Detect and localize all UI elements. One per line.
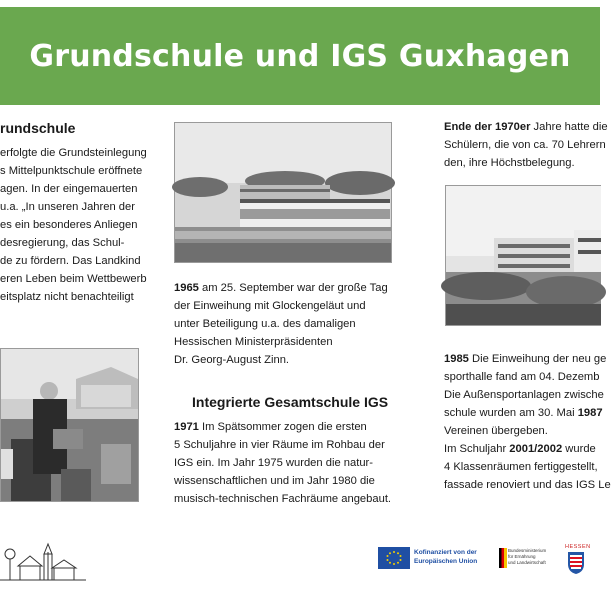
year-1965: 1965 — [174, 282, 199, 294]
left-line: es ein besonderes Anliegen — [0, 219, 138, 231]
caption-line: der Einweihung mit Glockengeläut und — [174, 300, 366, 312]
left-line: erfolgte die Grundsteinlegung — [0, 147, 147, 159]
right-l4: schule wurden am 30. Mai — [444, 407, 578, 419]
left-line: eren Leben beim Wettbewerb — [0, 273, 147, 285]
igs-line: musisch-technischen Fachräume angebaut. — [174, 493, 392, 505]
left-line: de zu fördern. Das Landkind — [0, 255, 141, 267]
bmel-line-1: Bundesministerium — [508, 548, 547, 553]
right-line: Vereinen übergeben. — [444, 425, 548, 437]
left-line: desregierung, das Schul- — [0, 237, 125, 249]
igs-line: IGS ein. Im Jahr 1975 wurden die natur- — [174, 457, 373, 469]
left-line: eitsplatz nicht benachteiligt — [0, 291, 134, 303]
right-line — [444, 440, 611, 458]
year-1971: 1971 — [174, 421, 199, 433]
left-line: s Mittelpunktschule eröffnete — [0, 165, 143, 177]
bmel-label — [508, 548, 546, 566]
left-text — [0, 144, 147, 306]
bmel-line-2: für Ernährung — [508, 554, 536, 559]
village-sketch-logo — [0, 540, 90, 585]
igs-first: Im Spätsommer zogen die ersten — [198, 421, 367, 433]
year-1985: 1985 — [444, 353, 469, 365]
igs-line: wissenschaftlichen und im Jahr 1980 die — [174, 475, 375, 487]
caption-line — [174, 279, 388, 297]
right-line: Die Außensportanlagen zwische — [444, 389, 604, 401]
igs-heading: Integrierte Gesamtschule IGS — [192, 394, 389, 410]
left-line: u.a. „In unseren Jahren der — [0, 201, 135, 213]
right-line — [444, 404, 611, 422]
bmel-line-3: und Landwirtschaft — [508, 560, 546, 565]
right-l6-end: wurde — [562, 443, 596, 455]
hessen-label: HESSEN — [565, 544, 591, 550]
page-title: Grundschule und IGS Guxhagen — [29, 38, 571, 74]
eu-flag-icon — [378, 547, 410, 569]
photo-school-1965 — [174, 122, 392, 263]
right-line: den, ihre Höchstbelegung. — [444, 157, 575, 169]
right-line — [444, 350, 611, 368]
right-line — [444, 118, 608, 136]
right-line: Schülern, die von ca. 70 Lehrern — [444, 139, 606, 151]
left-heading: rundschule — [0, 120, 76, 136]
title-banner — [0, 7, 600, 105]
right-line: 4 Klassenräumen fertiggestellt, — [444, 461, 598, 473]
right-top-text — [444, 118, 608, 172]
photo-igs-building — [445, 185, 601, 326]
left-line: agen. In der eingemauerten — [0, 183, 138, 195]
eu-funding-label — [414, 548, 477, 566]
igs-line: 5 Schuljahre in vier Räume im Rohbau der — [174, 439, 385, 451]
igs-line — [174, 418, 391, 436]
igs-text — [174, 418, 391, 508]
photo-teacher-garden — [0, 348, 139, 502]
eu-line-1: Kofinanziert von der — [414, 549, 477, 556]
caption-line: Hessischen Ministerpräsidenten — [174, 336, 333, 348]
caption-line: Dr. Georg-August Zinn. — [174, 354, 290, 366]
late-1970s: Ende der 1970er — [444, 121, 531, 133]
caption-line: unter Beteiligung u.a. des damaligen — [174, 318, 356, 330]
caption-1965 — [174, 279, 388, 369]
caption-first: am 25. September war der große Tag — [198, 282, 388, 294]
right-l6: Im Schuljahr — [444, 443, 510, 455]
eu-line-2: Europäischen Union — [414, 558, 478, 565]
right-bottom-text — [444, 350, 611, 494]
bmel-eagle-icon — [499, 548, 507, 568]
right-line: fassade renoviert und das IGS Le — [444, 479, 611, 491]
year-1987: 1987 — [577, 407, 603, 419]
hessen-lion-icon — [566, 552, 586, 574]
right-1985: Die Einweihung der neu ge — [468, 353, 607, 365]
right-line: sporthalle fand am 04. Dezemb — [444, 371, 600, 383]
right-first: Jahre hatte die — [530, 121, 608, 133]
year-2001: 2001/2002 — [509, 443, 563, 455]
